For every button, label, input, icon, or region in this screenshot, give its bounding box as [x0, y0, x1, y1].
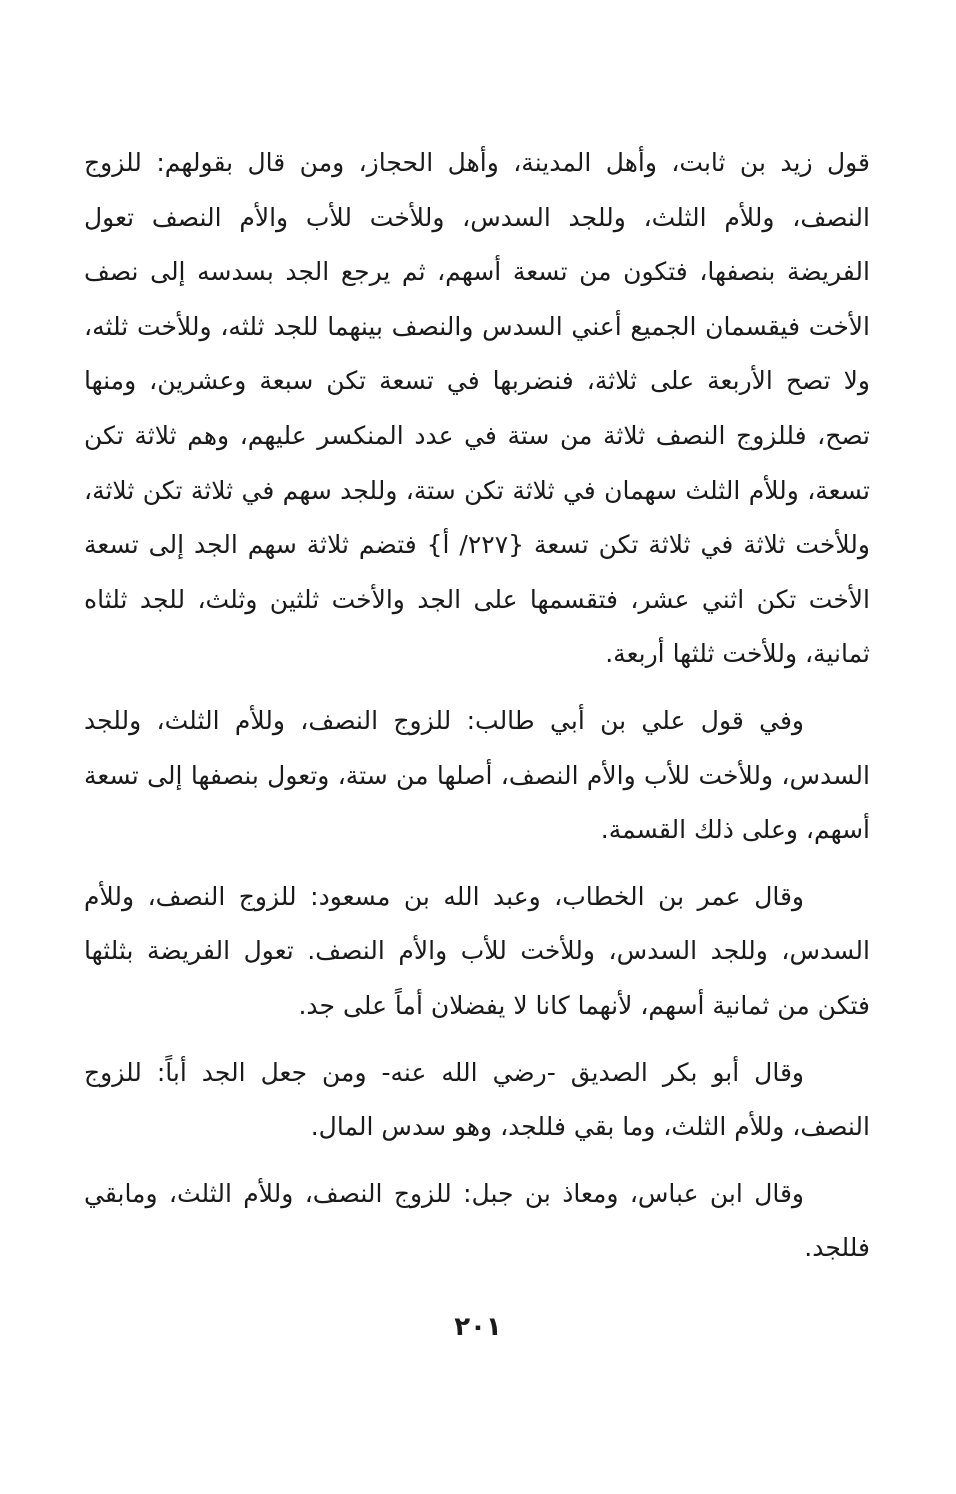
- paragraph-abu-bakr: وقال أبو بكر الصديق -رضي الله عنه- ومن جعل الجد أباً: للزوج النصف، وللأم الثلث، وما بقي فللجد، وهو سدس المال.: [84, 1057, 870, 1142]
- page-body: [84, 136, 870, 1276]
- paragraph-ibn-abbas: وقال ابن عباس، ومعاذ بن جبل: للزوج النصف، وللأم الثلث، ومابقي فللجد.: [84, 1178, 870, 1263]
- paragraph-umar-ibn-al-khattab: وقال عمر بن الخطاب، وعبد الله بن مسعود: للزوج النصف، وللأم السدس، وللجد السدس، وللأخت للأب والأم النصف. تعول الفريضة بثلثها فتكن من ثمانية أسهم، لأنهما كانا لا يفضلان أماً على جد.: [84, 881, 870, 1020]
- paragraph-zaid-ibn-thabit: قول زيد بن ثابت، وأهل المدينة، وأهل الحجاز، ومن قال بقولهم: للزوج النصف، وللأم الثلث، وللجد السدس، وللأخت للأب والأم النصف تعول الفريضة بنصفها، فتكون من تسعة أسهم، ثم يرجع الجد بسدسه إلى نصف الأخت فيقسمان الجميع أعني السدس والنصف بينهما للجد ثلثه، وللأخت ثلثه، ولا تصح الأربعة على ثلاثة، فنضربها في تسعة تكن سبعة وعشرين، ومنها تصح، فللزوج النصف ثلاثة من ستة في عدد المنكسر عليهم، وهم ثلاثة تكن تسعة، وللأم الثلث سهمان في ثلاثة تكن ستة، وللجد سهم في ثلاثة تكن ثلاثة، وللأخت ثلاثة في ثلاثة تكن تسعة {٢٢٧/ أ} فتضم ثلاثة سهم الجد إلى تسعة الأخت تكن اثني عشر، فتقسمها على الجد والأخت ثلثين وثلث، للجد ثلثاه ثمانية، وللأخت ثلثها أربعة.: [84, 148, 870, 669]
- paragraph-ali-ibn-abi-talib: وفي قول علي بن أبي طالب: للزوج النصف، وللأم الثلث، وللجد السدس، وللأخت للأب والأم النصف، أصلها من ستة، وتعول بنصفها إلى تسعة أسهم، وعلى ذلك القسمة.: [84, 705, 870, 845]
- page-number: ٢٠١: [454, 1312, 502, 1342]
